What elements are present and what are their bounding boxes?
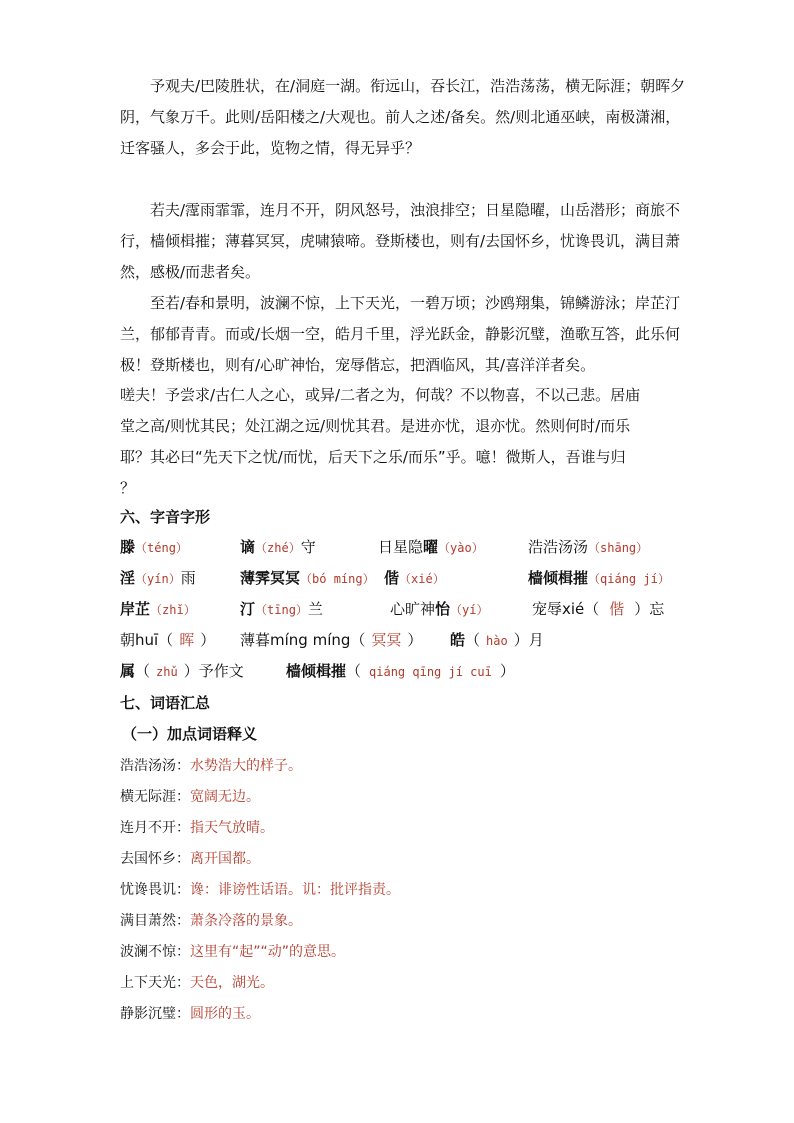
section-heading-vocabulary: 七、词语汇总 [120,694,211,712]
text-line: 然，感极/而悲者矣。 [120,263,261,281]
text-line: 若夫/霪雨霏霏，连月不开，阴风怒号，浊浪排空；日星隐曜，山岳潜形；商旅不 [150,201,681,219]
text-line: 迁客骚人，多会于此，览物之情，得无异乎？ [120,139,421,157]
passage-paragraph-4 [120,380,680,504]
vocab-item: 宠辱xié（ 偕 ）忘 [532,600,665,618]
vocab-item: 浩浩汤汤（shāng） [528,538,649,556]
vocab-item: 朝huī（ 晖 ） [120,631,216,649]
vocab-item: 属（ zhǔ ）予作文 [120,662,244,680]
definition-item: 静影沉璧：圆形的玉。 [120,1006,260,1022]
definition-item: 忧谗畏讥：谗：诽谤性话语。讥：批评指责。 [120,882,400,898]
definition-item: 波澜不惊：这里有“起”“动”的意思。 [120,944,346,960]
text-line: 予观夫/巴陵胜状，在/洞庭一湖。衔远山，吞长江，浩浩荡荡，横无际涯；朝晖夕 [150,77,686,95]
text-line: 堂之高/则忧其民；处江湖之远/则忧其君。是进亦忧，退亦忧。然则何时/而乐 [120,417,631,435]
definition-item: 横无际涯：宽阔无边。 [120,789,260,805]
vocab-row-2 [120,567,700,595]
passage-paragraph-1 [120,71,686,164]
section-heading-pronunciation: 六、字音字形 [120,508,211,526]
vocab-item: 皓（ hào ）月 [450,631,544,649]
vocab-item: 汀（tīng）兰 [240,600,323,618]
definition-item: 连月不开：指天气放晴。 [120,820,274,836]
vocab-item: 心旷神怡（yí） [390,600,489,618]
definition-item: 满目萧然：萧条冷落的景象。 [120,913,302,929]
definition-item: 去国怀乡：离开国都。 [120,851,260,867]
vocab-item: 樯倾楫摧（ qiáng qīng jí cuī ） [286,662,515,680]
text-line: 行，樯倾楫摧；薄暮冥冥，虎啸猿啼。登斯楼也，则有/去国怀乡，忧谗畏讥，满目萧 [120,232,681,250]
text-line: 极！登斯楼也，则有/心旷神怡，宠辱偕忘，把酒临风，其/喜洋洋者矣。 [120,356,596,374]
vocab-item: 日星隐曜（yào） [378,538,484,556]
text-line: 至若/春和景明，波澜不惊，上下天光，一碧万顷；沙鸥翔集，锦鳞游泳；岸芷汀 [150,294,681,312]
vocab-item: 谪（zhé）守 [240,538,316,556]
definition-item: 上下天光：天色，湖光。 [120,975,274,991]
vocab-item: 滕（téng） [120,538,188,556]
vocab-row-3 [120,598,700,626]
subsection-heading-definitions: （一）加点词语释义 [122,725,258,743]
vocab-item: 薄霁冥冥（bó míng） [240,569,375,587]
vocab-item: 偕（xié） [384,569,445,587]
passage-paragraph-3 [120,288,680,381]
text-line: 嗟夫！予尝求/古仁人之心，或异/二者之为，何哉？不以物喜，不以己悲。居庙 [120,386,641,404]
vocab-item: 薄暮míng míng（ 冥冥 ） [240,631,423,649]
vocab-item: 岸芷（zhǐ） [120,600,196,618]
vocab-row-4 [120,629,700,657]
definition-item: 浩浩汤汤：水势浩大的样子。 [120,758,302,774]
text-line: 阴，气象万千。此则/岳阳楼之/大观也。前人之述/备矣。然/则北通巫峡，南极潇湘， [120,108,681,126]
text-line: 耶？其必曰“先天下之忧/而忧，后天下之乐/而乐”乎。噫！微斯人，吾谁与归 [120,448,626,466]
vocab-item: 樯倾楫摧（qiáng jí） [528,569,670,587]
vocab-row-1 [120,536,700,564]
vocab-row-5 [120,660,700,688]
text-line: 兰，郁郁青青。而或/长烟一空，皓月千里，浮光跃金，静影沉璧，渔歌互答，此乐何 [120,325,681,343]
vocab-item: 淫（yín）雨 [120,569,196,587]
passage-paragraph-2 [120,195,680,288]
text-line: ？ [120,479,136,497]
